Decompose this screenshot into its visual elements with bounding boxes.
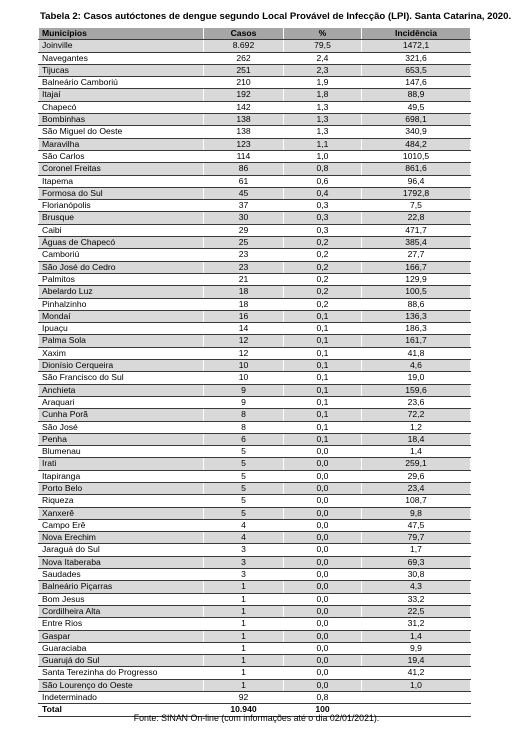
- cell-municipio: Penha: [39, 433, 204, 445]
- dengue-cases-table: [38, 27, 471, 717]
- cell-percent: 0,0: [284, 446, 362, 458]
- cell-casos: 3: [204, 569, 284, 581]
- cell-casos: 1: [204, 593, 284, 605]
- table-row: [39, 372, 471, 384]
- table-row: [39, 446, 471, 458]
- cell-municipio: Guaraciaba: [39, 642, 204, 654]
- cell-casos: 61: [204, 175, 284, 187]
- cell-incidencia: 1,2: [362, 421, 471, 433]
- header-municipios: Municípios: [39, 28, 204, 40]
- cell-municipio: Araquari: [39, 396, 204, 408]
- cell-casos: 4: [204, 532, 284, 544]
- cell-casos: 29: [204, 224, 284, 236]
- cell-casos: 5: [204, 495, 284, 507]
- cell-incidencia: 72,2: [362, 409, 471, 421]
- table-row: [39, 605, 471, 617]
- cell-municipio: Bom Jesus: [39, 593, 204, 605]
- cell-casos: 123: [204, 138, 284, 150]
- table-row: [39, 409, 471, 421]
- cell-municipio: São Lourenço do Oeste: [39, 679, 204, 691]
- cell-casos: 6: [204, 433, 284, 445]
- cell-casos: 114: [204, 150, 284, 162]
- table-row: [39, 642, 471, 654]
- cell-municipio: Chapecó: [39, 101, 204, 113]
- cell-municipio: Palmitos: [39, 273, 204, 285]
- cell-incidencia: 136,3: [362, 310, 471, 322]
- table-row: [39, 618, 471, 630]
- cell-casos: 251: [204, 64, 284, 76]
- cell-municipio: Indeterminado: [39, 692, 204, 704]
- cell-percent: 0,0: [284, 495, 362, 507]
- cell-casos: 1: [204, 667, 284, 679]
- cell-percent: 0,0: [284, 482, 362, 494]
- table-row: [39, 507, 471, 519]
- cell-casos: 1: [204, 605, 284, 617]
- cell-incidencia: 19,0: [362, 372, 471, 384]
- cell-percent: 0,0: [284, 507, 362, 519]
- cell-municipio: Ipuaçu: [39, 323, 204, 335]
- cell-municipio: Xanxerê: [39, 507, 204, 519]
- table-row: [39, 64, 471, 76]
- cell-municipio: Joinville: [39, 40, 204, 52]
- table-row: [39, 384, 471, 396]
- table-row: [39, 224, 471, 236]
- cell-casos: 262: [204, 52, 284, 64]
- cell-municipio: Balneário Camboriú: [39, 77, 204, 89]
- cell-casos: 138: [204, 126, 284, 138]
- cell-percent: 0,1: [284, 433, 362, 445]
- cell-casos: 21: [204, 273, 284, 285]
- cell-percent: 1,3: [284, 101, 362, 113]
- cell-incidencia: 7,5: [362, 200, 471, 212]
- cell-percent: 0,8: [284, 692, 362, 704]
- cell-municipio: Xaxim: [39, 347, 204, 359]
- cell-casos: 8.692: [204, 40, 284, 52]
- table-row: [39, 237, 471, 249]
- cell-percent: 0,8: [284, 163, 362, 175]
- table-row: [39, 630, 471, 642]
- table-row: [39, 101, 471, 113]
- cell-incidencia: 340,9: [362, 126, 471, 138]
- table-row: [39, 569, 471, 581]
- cell-casos: 14: [204, 323, 284, 335]
- table-row: [39, 286, 471, 298]
- table-row: [39, 692, 471, 704]
- table-row: [39, 433, 471, 445]
- cell-municipio: Dionísio Cerqueira: [39, 360, 204, 372]
- cell-percent: 0,1: [284, 360, 362, 372]
- cell-municipio: São Miguel do Oeste: [39, 126, 204, 138]
- cell-casos: 16: [204, 310, 284, 322]
- table-row: [39, 77, 471, 89]
- cell-casos: 10: [204, 372, 284, 384]
- cell-incidencia: 4,6: [362, 360, 471, 372]
- cell-municipio: Itapema: [39, 175, 204, 187]
- cell-municipio: São José: [39, 421, 204, 433]
- table-row: [39, 655, 471, 667]
- cell-percent: 0,0: [284, 544, 362, 556]
- cell-percent: 0,1: [284, 310, 362, 322]
- cell-percent: 0,1: [284, 396, 362, 408]
- cell-percent: 0,2: [284, 261, 362, 273]
- total-cell-percent: 100: [284, 704, 362, 716]
- cell-municipio: Irati: [39, 458, 204, 470]
- cell-percent: 0,0: [284, 470, 362, 482]
- table-row: [39, 396, 471, 408]
- cell-incidencia: 1,7: [362, 544, 471, 556]
- cell-casos: 8: [204, 409, 284, 421]
- cell-municipio: Porto Belo: [39, 482, 204, 494]
- cell-percent: 0,2: [284, 249, 362, 261]
- cell-percent: 1,3: [284, 126, 362, 138]
- cell-percent: 0,3: [284, 212, 362, 224]
- table-row: [39, 495, 471, 507]
- cell-casos: 5: [204, 507, 284, 519]
- cell-incidencia: 79,7: [362, 532, 471, 544]
- cell-incidencia: 186,3: [362, 323, 471, 335]
- cell-casos: 5: [204, 482, 284, 494]
- cell-municipio: Campo Erê: [39, 519, 204, 531]
- table-row: [39, 593, 471, 605]
- cell-casos: 1: [204, 679, 284, 691]
- cell-incidencia: 166,7: [362, 261, 471, 273]
- cell-municipio: Abelardo Luz: [39, 286, 204, 298]
- cell-percent: 79,5: [284, 40, 362, 52]
- cell-casos: 12: [204, 335, 284, 347]
- cell-casos: 92: [204, 692, 284, 704]
- cell-percent: 0,0: [284, 569, 362, 581]
- cell-municipio: Nova Erechim: [39, 532, 204, 544]
- cell-casos: 1: [204, 655, 284, 667]
- table-row: [39, 150, 471, 162]
- cell-incidencia: 1792,8: [362, 187, 471, 199]
- cell-casos: 25: [204, 237, 284, 249]
- cell-municipio: Cunha Porã: [39, 409, 204, 421]
- cell-incidencia: 33,2: [362, 593, 471, 605]
- cell-percent: 0,2: [284, 286, 362, 298]
- cell-incidencia: 9,8: [362, 507, 471, 519]
- cell-casos: 37: [204, 200, 284, 212]
- cell-incidencia: 88,9: [362, 89, 471, 101]
- cell-incidencia: 30,8: [362, 569, 471, 581]
- cell-municipio: Bombinhas: [39, 114, 204, 126]
- cell-casos: 138: [204, 114, 284, 126]
- cell-incidencia: 23,6: [362, 396, 471, 408]
- cell-municipio: Camboriú: [39, 249, 204, 261]
- cell-percent: 0,1: [284, 421, 362, 433]
- cell-incidencia: 23,4: [362, 482, 471, 494]
- table-row: [39, 335, 471, 347]
- cell-percent: 0,4: [284, 187, 362, 199]
- cell-percent: 1,3: [284, 114, 362, 126]
- cell-casos: 86: [204, 163, 284, 175]
- table-row: [39, 544, 471, 556]
- table-row: [39, 298, 471, 310]
- cell-percent: 0,0: [284, 458, 362, 470]
- cell-incidencia: 88,6: [362, 298, 471, 310]
- cell-incidencia: 129,9: [362, 273, 471, 285]
- cell-casos: 23: [204, 261, 284, 273]
- cell-municipio: Balneário Piçarras: [39, 581, 204, 593]
- table-row: [39, 470, 471, 482]
- cell-percent: 0,0: [284, 667, 362, 679]
- table-row: [39, 138, 471, 150]
- cell-casos: 1: [204, 630, 284, 642]
- table-row: [39, 323, 471, 335]
- cell-incidencia: 159,6: [362, 384, 471, 396]
- cell-incidencia: 47,5: [362, 519, 471, 531]
- table-row: [39, 519, 471, 531]
- table-row: [39, 667, 471, 679]
- table-row: [39, 187, 471, 199]
- cell-percent: 0,0: [284, 605, 362, 617]
- cell-casos: 1: [204, 642, 284, 654]
- cell-municipio: São Carlos: [39, 150, 204, 162]
- cell-percent: 0,2: [284, 273, 362, 285]
- header-casos: Casos: [204, 28, 284, 40]
- cell-incidencia: 484,2: [362, 138, 471, 150]
- cell-percent: 0,1: [284, 335, 362, 347]
- cell-municipio: Formosa do Sul: [39, 187, 204, 199]
- table-row: [39, 261, 471, 273]
- cell-incidencia: 1010,5: [362, 150, 471, 162]
- cell-casos: 5: [204, 458, 284, 470]
- table-row: [39, 310, 471, 322]
- header-percent: %: [284, 28, 362, 40]
- cell-casos: 45: [204, 187, 284, 199]
- table-row: [39, 40, 471, 52]
- cell-incidencia: 471,7: [362, 224, 471, 236]
- table-row: [39, 114, 471, 126]
- cell-incidencia: 321,6: [362, 52, 471, 64]
- table-row: [39, 360, 471, 372]
- cell-casos: 12: [204, 347, 284, 359]
- total-cell-casos: 10.940: [204, 704, 284, 716]
- cell-percent: 1,8: [284, 89, 362, 101]
- cell-municipio: Maravilha: [39, 138, 204, 150]
- cell-incidencia: 108,7: [362, 495, 471, 507]
- cell-casos: 142: [204, 101, 284, 113]
- cell-municipio: Navegantes: [39, 52, 204, 64]
- table-row: [39, 175, 471, 187]
- header-incidencia: Incidência: [362, 28, 471, 40]
- cell-percent: 0,2: [284, 298, 362, 310]
- cell-incidencia: 1,0: [362, 679, 471, 691]
- cell-municipio: Itapiranga: [39, 470, 204, 482]
- table-row: [39, 212, 471, 224]
- cell-percent: 0,2: [284, 237, 362, 249]
- cell-casos: 9: [204, 384, 284, 396]
- cell-incidencia: 22,5: [362, 605, 471, 617]
- cell-percent: 0,0: [284, 556, 362, 568]
- cell-incidencia: 49,5: [362, 101, 471, 113]
- cell-incidencia: 41,2: [362, 667, 471, 679]
- cell-percent: 0,0: [284, 630, 362, 642]
- cell-municipio: Mondaí: [39, 310, 204, 322]
- cell-percent: 0,0: [284, 581, 362, 593]
- table-row: [39, 126, 471, 138]
- cell-percent: 0,0: [284, 618, 362, 630]
- cell-casos: 18: [204, 286, 284, 298]
- cell-municipio: Cordilheira Alta: [39, 605, 204, 617]
- table-row: [39, 249, 471, 261]
- cell-incidencia: 69,3: [362, 556, 471, 568]
- cell-incidencia: 100,5: [362, 286, 471, 298]
- cell-percent: 0,0: [284, 593, 362, 605]
- cell-percent: 0,6: [284, 175, 362, 187]
- cell-incidencia: 861,6: [362, 163, 471, 175]
- cell-municipio: São Francisco do Sul: [39, 372, 204, 384]
- cell-municipio: Guarujá do Sul: [39, 655, 204, 667]
- cell-municipio: Anchieta: [39, 384, 204, 396]
- table-row: [39, 581, 471, 593]
- cell-casos: 10: [204, 360, 284, 372]
- cell-incidencia: 18,4: [362, 433, 471, 445]
- total-cell-municipio: Total: [39, 704, 204, 716]
- cell-incidencia: 4,3: [362, 581, 471, 593]
- cell-municipio: São José do Cedro: [39, 261, 204, 273]
- table-row: [39, 273, 471, 285]
- table-row: [39, 89, 471, 101]
- cell-percent: 0,1: [284, 347, 362, 359]
- cell-municipio: Caibi: [39, 224, 204, 236]
- cell-incidencia: 22,8: [362, 212, 471, 224]
- cell-municipio: Saudades: [39, 569, 204, 581]
- cell-percent: 0,3: [284, 224, 362, 236]
- cell-municipio: Águas de Chapecó: [39, 237, 204, 249]
- table-row: [39, 482, 471, 494]
- cell-percent: 0,0: [284, 519, 362, 531]
- cell-incidencia: 385,4: [362, 237, 471, 249]
- cell-municipio: Entre Rios: [39, 618, 204, 630]
- cell-incidencia: 9,9: [362, 642, 471, 654]
- cell-percent: 0,3: [284, 200, 362, 212]
- cell-incidencia: 31,2: [362, 618, 471, 630]
- cell-municipio: Florianópolis: [39, 200, 204, 212]
- table-row: [39, 556, 471, 568]
- cell-incidencia: 653,5: [362, 64, 471, 76]
- cell-percent: 0,0: [284, 655, 362, 667]
- cell-incidencia: 1472,1: [362, 40, 471, 52]
- cell-casos: 8: [204, 421, 284, 433]
- cell-percent: 1,0: [284, 150, 362, 162]
- table-row: [39, 52, 471, 64]
- table-row: [39, 532, 471, 544]
- cell-incidencia: 27,7: [362, 249, 471, 261]
- cell-incidencia: 147,6: [362, 77, 471, 89]
- cell-casos: 1: [204, 618, 284, 630]
- table-header-row: [39, 28, 471, 40]
- cell-municipio: Nova Itaberaba: [39, 556, 204, 568]
- cell-casos: 192: [204, 89, 284, 101]
- table-row: [39, 421, 471, 433]
- cell-casos: 23: [204, 249, 284, 261]
- cell-casos: 9: [204, 396, 284, 408]
- cell-municipio: Itajaí: [39, 89, 204, 101]
- cell-incidencia: 41,8: [362, 347, 471, 359]
- cell-municipio: Coronel Freitas: [39, 163, 204, 175]
- cell-percent: 0,0: [284, 679, 362, 691]
- table-row: [39, 679, 471, 691]
- cell-casos: 210: [204, 77, 284, 89]
- table-row: [39, 200, 471, 212]
- cell-casos: 3: [204, 556, 284, 568]
- cell-percent: 0,1: [284, 372, 362, 384]
- cell-municipio: Blumenau: [39, 446, 204, 458]
- cell-percent: 2,4: [284, 52, 362, 64]
- cell-municipio: Palma Sola: [39, 335, 204, 347]
- cell-incidencia: 19,4: [362, 655, 471, 667]
- cell-percent: 0,0: [284, 532, 362, 544]
- cell-municipio: Tijucas: [39, 64, 204, 76]
- cell-incidencia: 96,4: [362, 175, 471, 187]
- cell-casos: 30: [204, 212, 284, 224]
- cell-municipio: Gaspar: [39, 630, 204, 642]
- cell-municipio: Jaraguá do Sul: [39, 544, 204, 556]
- cell-percent: 0,1: [284, 323, 362, 335]
- cell-casos: 5: [204, 470, 284, 482]
- cell-percent: 0,0: [284, 642, 362, 654]
- cell-municipio: Riqueza: [39, 495, 204, 507]
- cell-incidencia: 1,4: [362, 446, 471, 458]
- cell-municipio: Brusque: [39, 212, 204, 224]
- cell-percent: 2,3: [284, 64, 362, 76]
- cell-casos: 5: [204, 446, 284, 458]
- cell-casos: 1: [204, 581, 284, 593]
- table-body: [39, 40, 471, 716]
- cell-casos: 18: [204, 298, 284, 310]
- cell-incidencia: 29,6: [362, 470, 471, 482]
- table-row: [39, 458, 471, 470]
- cell-percent: 0,1: [284, 409, 362, 421]
- cell-incidencia: 161,7: [362, 335, 471, 347]
- cell-municipio: Pinhalzinho: [39, 298, 204, 310]
- cell-incidencia: [362, 692, 471, 704]
- cell-municipio: Santa Terezinha do Progresso: [39, 667, 204, 679]
- table-source-note: Fonte: SINAN On-line (com informações até o dia 02/01/2021).: [133, 713, 380, 723]
- cell-percent: 0,1: [284, 384, 362, 396]
- cell-incidencia: 1,4: [362, 630, 471, 642]
- table-row: [39, 163, 471, 175]
- table-row: [39, 347, 471, 359]
- cell-casos: 3: [204, 544, 284, 556]
- table-title: Tabela 2: Casos autóctones de dengue segundo Local Provável de Infecção (LPI). Santa Catarina, 2020.: [40, 11, 512, 22]
- cell-incidencia: 259,1: [362, 458, 471, 470]
- cell-incidencia: 698,1: [362, 114, 471, 126]
- cell-percent: 1,9: [284, 77, 362, 89]
- cell-percent: 1,1: [284, 138, 362, 150]
- cell-casos: 4: [204, 519, 284, 531]
